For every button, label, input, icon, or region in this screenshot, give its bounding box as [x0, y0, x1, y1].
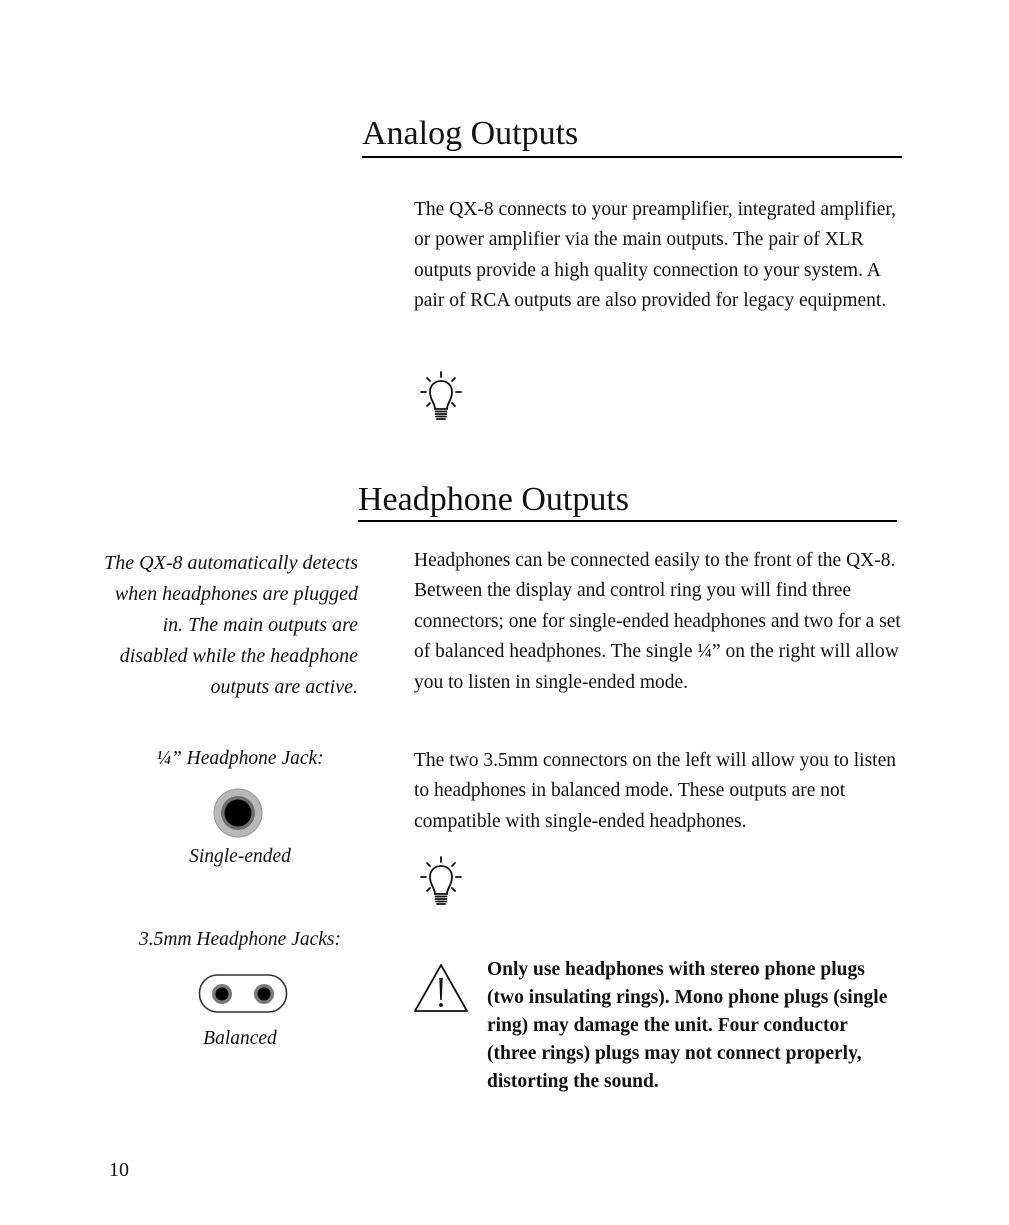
analog-paragraph-text: The QX-8 connects to your preamplifier, integrated amplifier, or power amplifier via the main outputs. The pair of XLR outputs provide a high quality connection to your system. A pair of RCA outputs are also provided for legacy equipment. — [414, 199, 896, 312]
headphone-paragraph-2 — [414, 746, 902, 837]
balanced-jack-label: 3.5mm Headphone Jacks: — [139, 929, 341, 950]
sidebar-note: The QX-8 automatically detects when headphones are plugged in. The main outputs are disabled while the headphone outputs are active. — [104, 552, 358, 698]
balanced-jacks-icon — [198, 973, 288, 1015]
balanced-jack-caption: Balanced — [203, 1028, 277, 1049]
headphone-paragraph-1 — [414, 546, 902, 698]
headphone-paragraph-2-text: The two 3.5mm connectors on the left will allow you to listen to headphones in balanced mode. These outputs are not compatible with single-ended headphones. — [414, 750, 896, 832]
quarter-inch-jack-caption: Single-ended — [189, 846, 291, 867]
quarter-inch-jack-label: ¼” Headphone Jack: — [156, 748, 324, 769]
section-rule — [362, 156, 902, 158]
page-number: 10 — [109, 1159, 129, 1181]
section-rule — [358, 520, 897, 522]
quarter-inch-jack-icon — [213, 788, 263, 838]
lightbulb-icon — [418, 855, 464, 911]
warning-text: Only use headphones with stereo phone plugs (two insulating rings). Mono phone plugs (single ring) may damage the unit. Four conductor (three rings) plugs may not connect properly, distorting the sound. — [487, 959, 888, 1092]
lightbulb-icon — [418, 370, 464, 426]
section-title-headphone-outputs: Headphone Outputs — [358, 481, 630, 518]
warning-triangle-icon — [412, 962, 470, 1014]
analog-paragraph — [414, 195, 902, 317]
headphone-paragraph-1-text: Headphones can be connected easily to the front of the QX-8. Between the display and control ring you will find three connectors; one for single-ended headphones and two for a set of balanced headphones. The single ¼” on the right will allow you to listen in single-ended mode. — [414, 550, 901, 693]
section-title-analog-outputs: Analog Outputs — [362, 115, 579, 152]
